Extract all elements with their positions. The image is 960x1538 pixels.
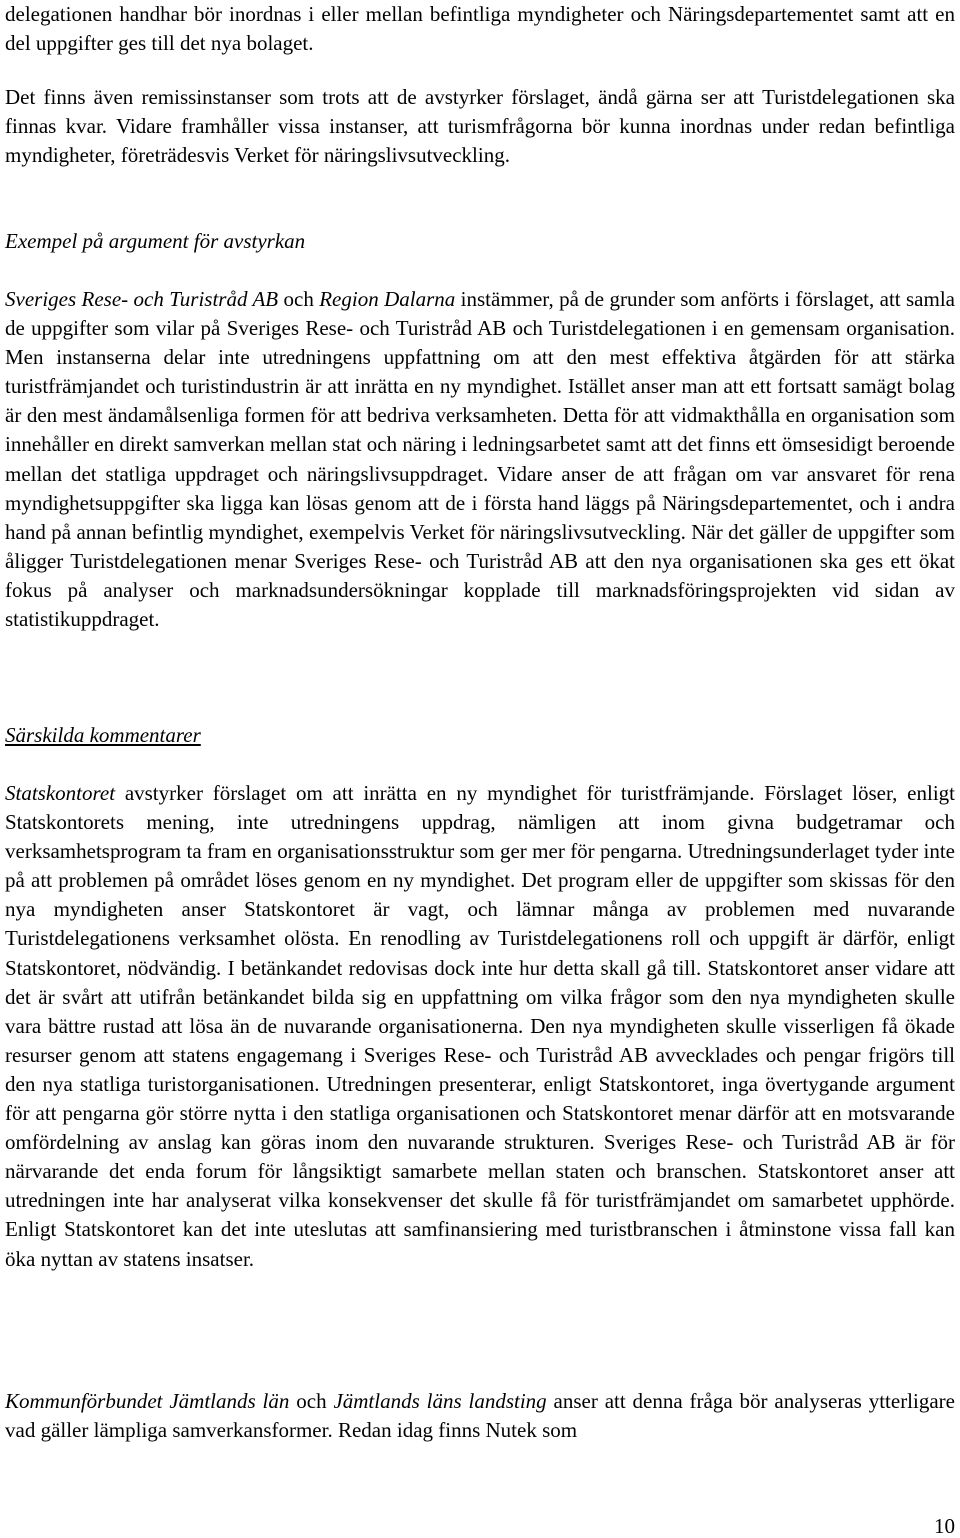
- paragraph-body: anser att denna fråga bör analyseras ytterligare vad gäller lämpliga samverkansformer. Redan idag finns Nutek som: [5, 1389, 955, 1443]
- entity-name: Kommunförbundet Jämtlands län: [5, 1389, 290, 1413]
- paragraph-body: avstyrker förslaget om att inrätta en ny myndighet för turistfrämjande. Förslaget löser, enligt Statskontorets mening, inte utredningens uppdrag, nämligen att inom givna budgetramar och verksamhetsprogram ta fram en organisationsstruktur som ger mer för pengarna. Utredningsunderlaget tyder inte på att problemen på området löses genom en ny myndighet. Det program eller de uppgifter som skissas för den nya myndigheten anser Statskontoret är vagt, och lämnar många av problemen med nuvarande Turistdelegationens verksamhet olösta. En renodling av Turistdelegationens roll och uppgift är därför, enligt Statskontoret, nödvändig. I betänkandet redovisas dock inte hur detta skall gå till. Statskontoret anser vidare att det är svårt att utifrån betänkandet bilda sig en uppfattning om vilka frågor som den nya myndigheten skulle vara bättre rustad att lösa än de nuvarande organisationerna. Den nya myndigheten skulle visserligen få ökade resurser genom att statens engagemang i Sveriges Rese- och Turistråd AB avvecklades och pengar frigörs till den nya statliga turistorganisationen. Utredningen presenterar, enligt Statskontoret, inga övertygande argument för att pengarna gör större nytta i den statliga organisationen och Statskontoret menar därför att en motsvarande omfördelning av anslag kan göras inom den nuvarande strukturen. Sveriges Rese- och Turistråd AB är för närvarande det enda forum för långsiktigt samarbete mellan staten och branschen. Statskontoret anser att utredningen inte har analyserat vilka konsekvenser det skulle få för turistfrämjandet om samarbetet upphörde. Enligt Statskontoret kan det inte uteslutas att samfinansiering med turistbranschen i åtminstone vissa fall kan öka nyttan av statens insatser.: [5, 781, 955, 1271]
- paragraph-statskontoret: [5, 779, 955, 1274]
- entity-name: Region Dalarna: [319, 287, 456, 311]
- entity-name: Jämtlands läns landsting: [333, 1389, 547, 1413]
- heading-special-comments: Särskilda kommentarer: [5, 723, 201, 747]
- paragraph-body: instämmer, på de grunder som anförts i förslaget, att samla de uppgifter som vilar på Sveriges Rese- och Turistråd AB och Turistdelegationen i en gemensam organisation. Men instanserna delar inte utredningens uppfattning om att den mest effektiva åtgärden för att stärka turistfrämjandet och turistindustrin är att inrätta en ny myndighet. Istället anser man att ett fortsatt samägt bolag är den mest ändamålsenliga formen för att bedriva verksamheten. Detta för att vidmakthålla en organisation som innehåller en direkt samverkan mellan stat och näring i ledningsarbetet samt att det finns ett ömsesidigt beroende mellan det statliga uppdraget och näringslivsuppdraget. Vidare anser de att frågan om var ansvaret för rena myndighetsuppgifter ska ligga kan lösas genom att de i första hand läggs på Näringsdepartementet, och i andra hand på annan befintlig myndighet, exempelvis Verket för näringslivsutveckling. När det gäller de uppgifter som åligger Turistdelegationen menar Sveriges Rese- och Turistråd AB att den nya organisationen ska ges ett ökat fokus på analyser och marknadsundersökningar kopplade till marknadsföringsprojekten vid sidan av statistikuppdraget.: [5, 287, 955, 632]
- paragraph-sveriges-rese: [5, 285, 955, 634]
- entity-name: Statskontoret: [5, 781, 116, 805]
- paragraph-remissinstanser: Det finns även remissinstanser som trots att de avstyrker förslaget, ändå gärna ser att Turistdelegationen ska finnas kvar. Vidare framhåller vissa instanser, att turismfrågorna bör kunna inordnas under redan befintliga myndigheter, företrädesvis Verket för näringslivsutveckling.: [5, 85, 955, 168]
- paragraph-continued: delegationen handhar bör inordnas i eller mellan befintliga myndigheter och Näringsdepartementet samt att en del uppgifter ges till det nya bolaget.: [5, 2, 955, 56]
- joiner: och: [278, 287, 320, 311]
- page-number: 10: [934, 1514, 955, 1538]
- heading-argument: Exempel på argument för avstyrkan: [5, 229, 306, 253]
- joiner: och: [289, 1389, 334, 1413]
- entity-name: Sveriges Rese- och Turistråd AB: [5, 287, 279, 311]
- paragraph-kommunforbundet: [5, 1387, 955, 1445]
